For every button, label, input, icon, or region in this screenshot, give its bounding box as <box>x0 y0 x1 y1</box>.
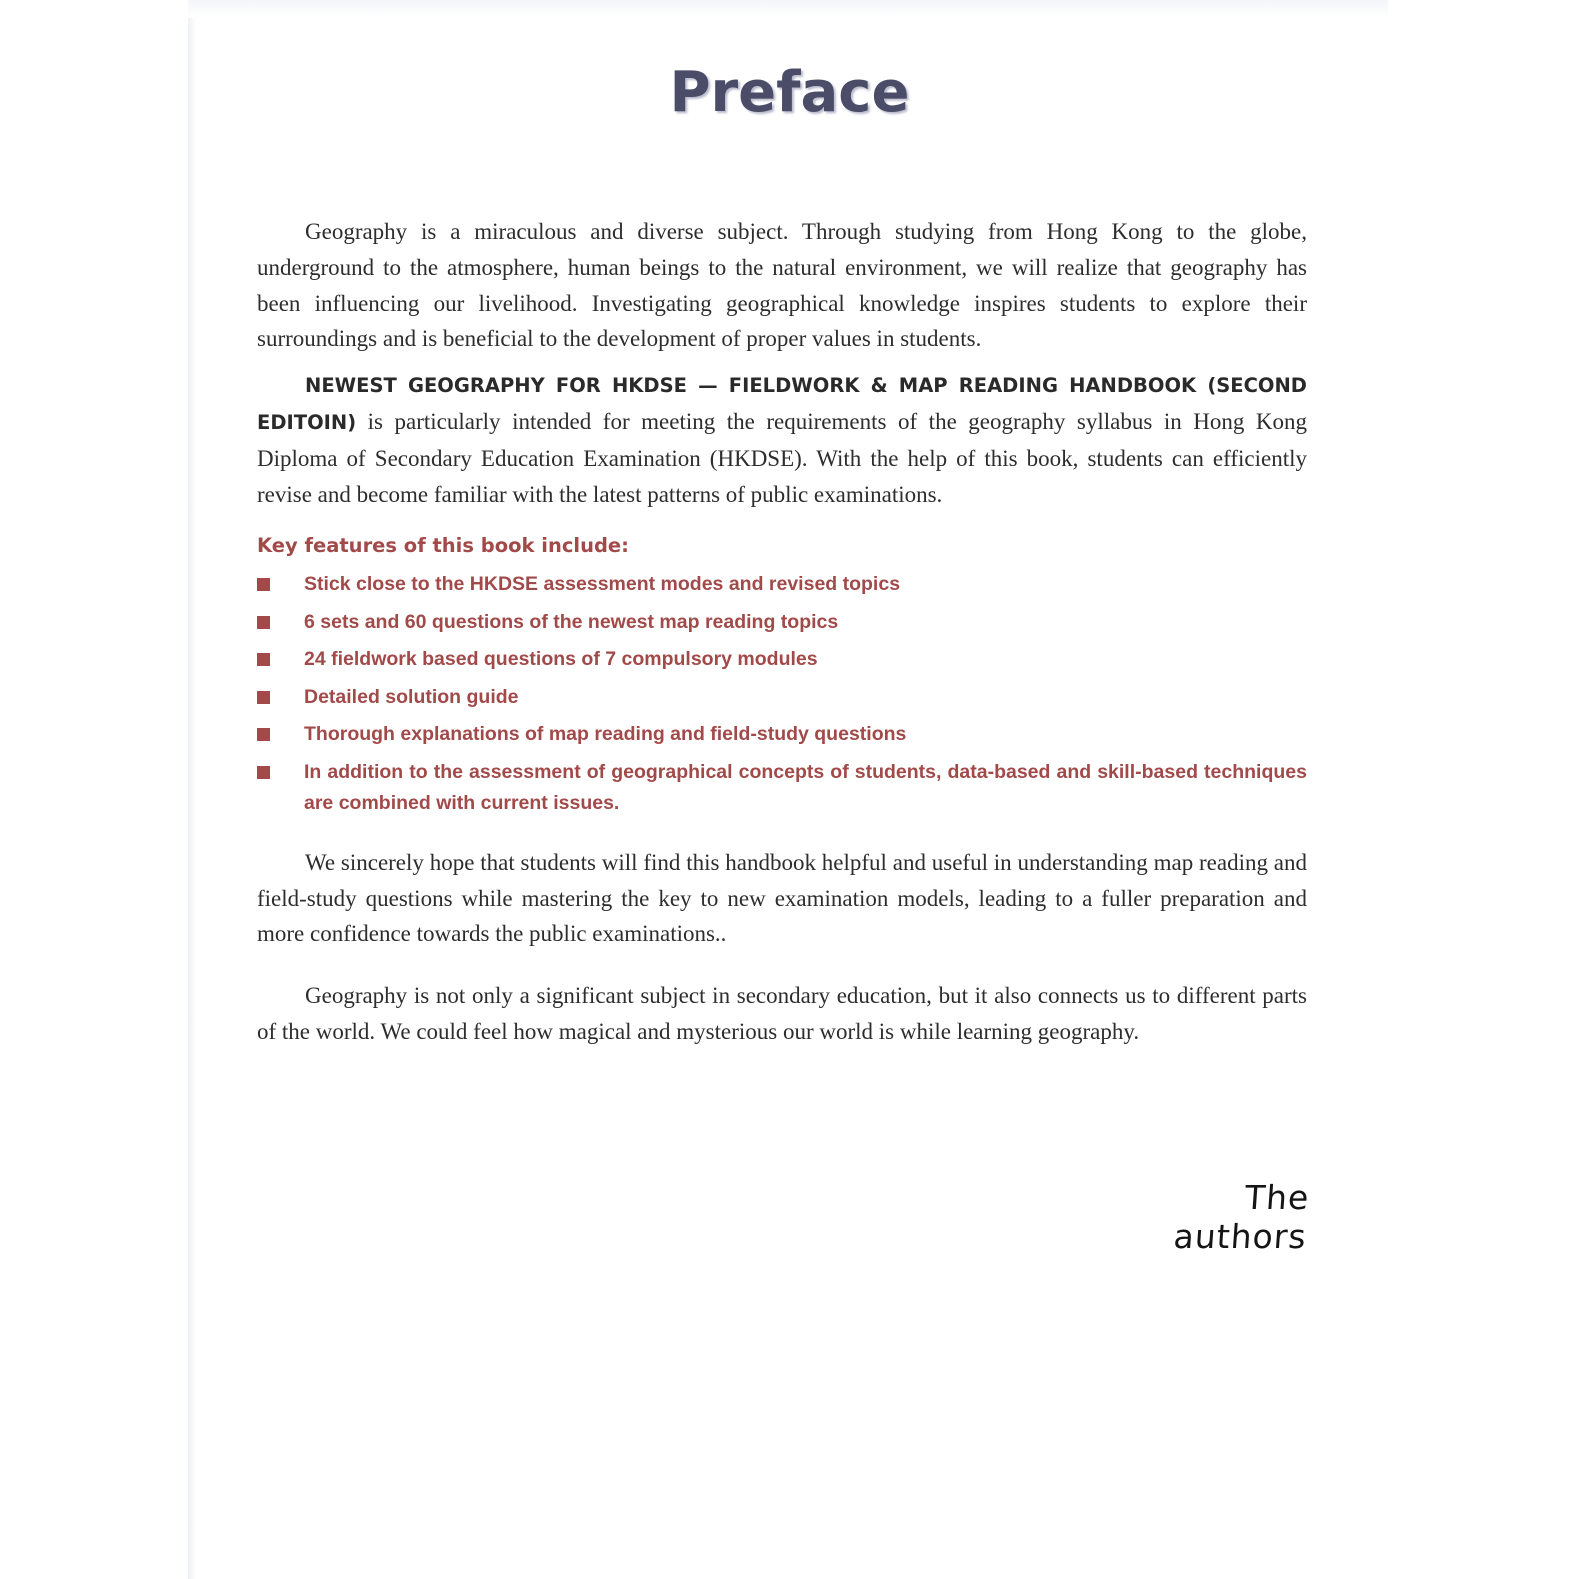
feature-text: Stick close to the HKDSE assessment modes and revised topics <box>304 573 901 596</box>
square-bullet-icon <box>257 653 270 666</box>
intro-paragraph: Geography is a miraculous and diverse subject. Through studying from Hong Kong to the globe, underground to the atmosphere, human beings to the natural environment, we will realize that geography has been influencing our livelihood. Investigating geographical knowledge inspires students to explore their surroundings and is beneficial to the development of proper values in students. <box>257 219 1307 352</box>
square-bullet-icon <box>257 691 270 704</box>
page-title: Preface <box>669 60 910 125</box>
features-list <box>257 569 1307 819</box>
square-bullet-icon <box>257 578 270 591</box>
list-item <box>257 607 1307 638</box>
square-bullet-icon <box>257 728 270 741</box>
list-item <box>257 719 1307 750</box>
closing-paragraph: Geography is not only a significant subject in secondary education, but it also connects us to different parts of the world. We could feel how magical and mysterious our world is while learning geography. <box>257 983 1307 1045</box>
list-item <box>257 644 1307 675</box>
authors-signature: The authors <box>1172 1178 1311 1256</box>
feature-text: 6 sets and 60 questions of the newest map reading topics <box>304 610 839 633</box>
feature-text: In addition to the assessment of geographical concepts of students, data-based and skill-based techniques are combined with current issues. <box>304 760 1307 814</box>
square-bullet-icon <box>257 616 270 629</box>
page-top-shadow <box>188 0 1388 18</box>
feature-text: Detailed solution guide <box>304 685 519 708</box>
book-description: is particularly intended for meeting the requirements of the geography syllabus in Hong Kong Diploma of Secondary Education Examination (HKDSE). With the help of this book, students can efficiently revise and become familiar with the latest patterns of public examinations. <box>257 408 1307 507</box>
list-item <box>257 757 1307 819</box>
feature-text: Thorough explanations of map reading and field-study questions <box>304 723 907 746</box>
feature-text: 24 fieldwork based questions of 7 compulsory modules <box>304 648 818 671</box>
hope-paragraph: We sincerely hope that students will find this handbook helpful and useful in understanding map reading and field-study questions while mastering the key to new examination models, leading to a fuller preparation and more confidence towards the public examinations.. <box>257 849 1307 947</box>
square-bullet-icon <box>257 766 270 779</box>
list-item <box>257 682 1307 713</box>
page-edge-shadow <box>188 0 196 1579</box>
book-paragraph <box>257 367 1307 512</box>
features-heading: Key features of this book include: <box>257 534 629 558</box>
list-item <box>257 569 1307 600</box>
book-title: NEWEST GEOGRAPHY FOR HKDSE — FIELDWORK & MAP READING HANDBOOK (SECOND EDITOIN) <box>257 374 1307 434</box>
preface-body <box>257 214 1307 1060</box>
